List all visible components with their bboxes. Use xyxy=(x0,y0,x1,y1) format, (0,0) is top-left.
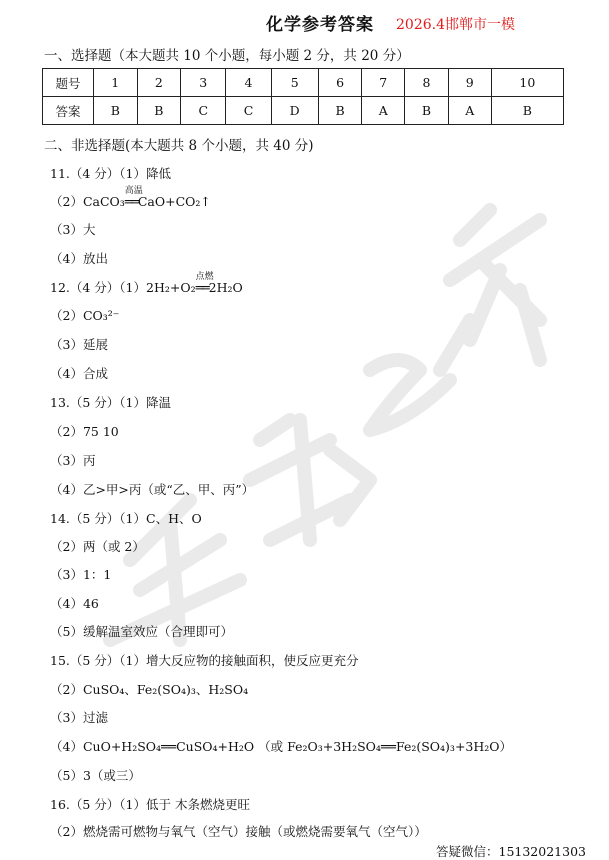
table-cell: B xyxy=(137,97,181,125)
answer-line: 13.（5 分）（1）降温 xyxy=(50,395,172,410)
equation-reactants: 12.（4 分）（1）2H₂+O₂ xyxy=(50,280,196,295)
row-label-number: 题号 xyxy=(43,69,94,97)
equation-reactants: （2）CaCO₃ xyxy=(50,194,125,209)
table-cell: D xyxy=(271,97,318,125)
answer-line: （4）合成 xyxy=(50,366,108,381)
section1-heading: 一、选择题（本大题共 10 个小题，每小题 2 分，共 20 分） xyxy=(44,48,410,64)
table-cell: B xyxy=(318,97,362,125)
reaction-condition xyxy=(195,272,214,295)
answer-line: （3）过滤 xyxy=(50,710,108,725)
exam-tag: 2026.4邯郸市一模 xyxy=(396,17,515,33)
answer-line: （4）CuO+H₂SO₄══CuSO₄+H₂O （或 Fe₂O₃+3H₂SO₄══Fe₂(SO₄)₃+3H₂O） xyxy=(50,739,513,754)
equation-products: CaO+CO₂↑ xyxy=(137,194,211,209)
equals-sign: ══ xyxy=(195,280,209,295)
section2-heading: 二、非选择题(本大题共 8 个小题，共 40 分) xyxy=(44,138,314,154)
table-cell: C xyxy=(181,97,226,125)
answer-line: （4）放出 xyxy=(50,251,108,266)
table-cell: 4 xyxy=(226,69,271,97)
equation-line xyxy=(50,186,211,210)
table-cell: B xyxy=(491,97,563,125)
table-cell: 8 xyxy=(405,69,449,97)
table-cell: 5 xyxy=(271,69,318,97)
answer-line: 15.（5 分）（1）增大反应物的接触面积，使反应更充分 xyxy=(50,653,359,668)
answer-line: （4）乙>甲>丙（或“乙、甲、丙”） xyxy=(50,482,255,497)
answer-line: （5）缓解温室效应（合理即可） xyxy=(50,624,233,639)
answer-line: （3）1：1 xyxy=(50,567,112,582)
title-row xyxy=(0,6,609,36)
table-cell: 6 xyxy=(318,69,362,97)
table-row-answers xyxy=(43,97,564,125)
row-label-answer: 答案 xyxy=(43,97,94,125)
table-cell: C xyxy=(226,97,271,125)
condition-label: 点燃 xyxy=(195,272,214,282)
table-cell: 7 xyxy=(362,69,405,97)
table-cell: A xyxy=(448,97,491,125)
reaction-condition xyxy=(124,186,143,209)
answer-line: 16.（5 分）（1）低于 木条燃烧更旺 xyxy=(50,797,250,812)
equation-products: 2H₂O xyxy=(208,280,243,295)
equals-sign: ══ xyxy=(124,194,138,209)
answer-table xyxy=(42,68,564,125)
answer-line: （2）两（或 2） xyxy=(50,539,145,554)
table-row-numbers xyxy=(43,69,564,97)
table-cell: 1 xyxy=(94,69,138,97)
table-cell: B xyxy=(405,97,449,125)
table-cell: 9 xyxy=(448,69,491,97)
answer-line: 14.（5 分）（1）C、H、O xyxy=(50,511,202,526)
answer-line: （2）75 10 xyxy=(50,424,119,439)
answer-line: （4）46 xyxy=(50,596,99,611)
table-cell: A xyxy=(362,97,405,125)
table-cell: 2 xyxy=(137,69,181,97)
answer-line: （2）CO₃²⁻ xyxy=(50,308,120,323)
table-cell: 10 xyxy=(491,69,563,97)
answer-line: （3）大 xyxy=(50,222,96,237)
page-title: 化学参考答案 xyxy=(266,15,374,35)
answer-line: （3）延展 xyxy=(50,337,108,352)
answer-line: 11.（4 分）（1）降低 xyxy=(50,166,172,181)
condition-label: 高温 xyxy=(124,186,143,196)
answer-line: （2）燃烧需可燃物与氧气（空气）接触（或燃烧需要氧气（空气）） xyxy=(50,824,427,839)
equation-line xyxy=(50,272,243,296)
answer-line: （5）3（或三） xyxy=(50,768,141,783)
answer-line: （3）丙 xyxy=(50,453,96,468)
answer-line: （2）CuSO₄、Fe₂(SO₄)₃、H₂SO₄ xyxy=(50,682,249,697)
table-cell: 3 xyxy=(181,69,226,97)
contact-info: 答疑微信：15132021303 xyxy=(436,844,586,859)
table-cell: B xyxy=(94,97,138,125)
